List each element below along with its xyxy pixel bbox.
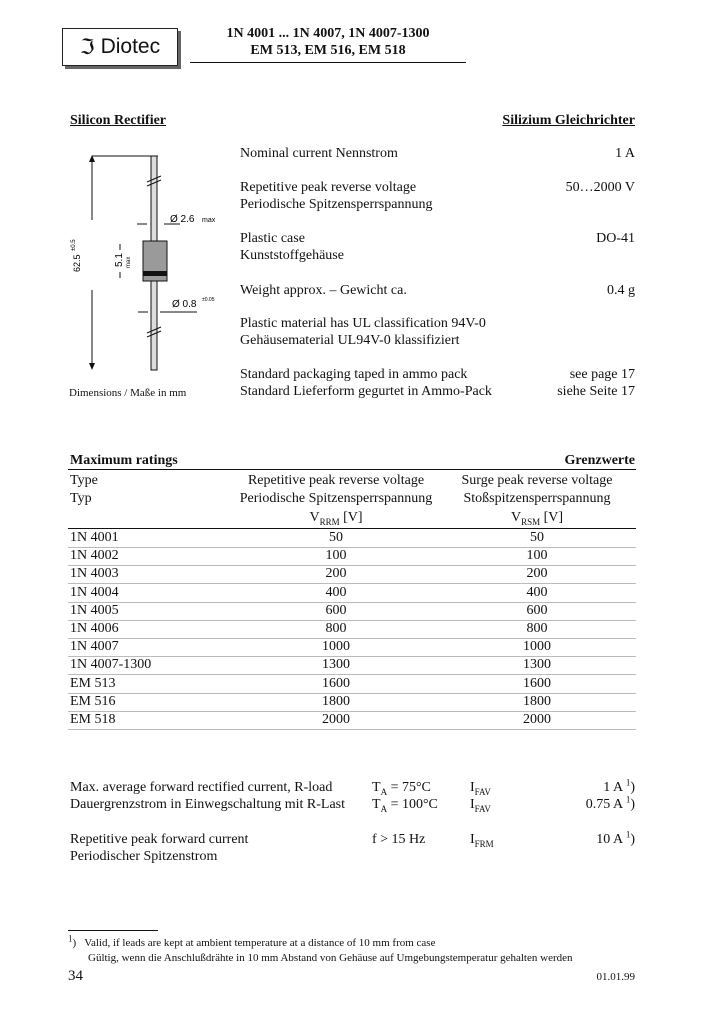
cell-vrrm: 200 [325, 566, 347, 582]
cell-vrrm: 2000 [322, 712, 350, 727]
dim-dia-body-label: Ø 2.6 [170, 214, 195, 225]
cell-vrsm: 200 [526, 566, 548, 582]
dim-dia-lead-tol: ±0.05 [202, 297, 215, 303]
spec-label: Weight approx. – Gewicht ca. [240, 283, 407, 298]
cell-vrsm: 600 [526, 602, 548, 618]
dim-body-sub: max [126, 256, 132, 268]
current-symbol: $I_{FAV}$ [470, 780, 491, 797]
cell-type: EM 518 [70, 712, 116, 727]
title-line-2: EM 513, EM 516, EM 518 [250, 43, 406, 58]
spec-label: Repetitive peak reverse voltage [240, 180, 417, 195]
section-title-en: Silicon Rectifier [70, 113, 167, 128]
cell-type: 1N 4007 [70, 639, 119, 655]
current-label: Max. average forward rectified current, R-load [70, 780, 333, 795]
cell-type: 1N 4005 [70, 602, 119, 618]
current-condition: $T_A = 100^\circ C$ [372, 797, 438, 814]
cell-vrrm: 800 [325, 621, 347, 636]
dim-length-label: 62.5 [72, 254, 82, 272]
page-number: 34 [68, 968, 83, 984]
logo-mark-icon: ℑ [79, 35, 95, 59]
footer-date: 01.01.99 [596, 971, 635, 983]
spec-value: 0.4 g [607, 283, 635, 298]
spec-label-de: Gehäusematerial UL94V-0 klassifiziert [240, 333, 460, 348]
cell-vrrm: 100 [325, 548, 347, 564]
diotec-logo [62, 28, 178, 66]
spec-label: Standard packaging taped in ammo pack [240, 367, 468, 382]
current-label: Dauergrenzstrom in Einwegschaltung mit R-Last [70, 797, 346, 812]
col-header-vrrm: Repetitive peak reverse voltage [247, 473, 425, 488]
spec-label-de: Standard Lieferform gegurtet in Ammo-Pack [240, 384, 492, 399]
title-rule [190, 62, 466, 63]
cell-vrsm: 1600 [523, 675, 551, 691]
dim-length-tol: ±0.5 [71, 239, 77, 251]
current-label: Repetitive peak forward current [70, 832, 249, 847]
dim-dia-lead-label: Ø 0.8 [172, 299, 197, 310]
cell-type: EM 516 [70, 693, 116, 709]
cell-vrrm: 600 [325, 602, 347, 618]
cell-type: 1N 4002 [70, 548, 119, 564]
cell-type: 1N 4007-1300 [70, 657, 152, 673]
dim-dia-body-sub: max [202, 217, 216, 224]
current-value: 0.75 A $^1$) [585, 794, 635, 812]
cell-vrrm: 400 [325, 584, 347, 600]
col-header-vrrm-de: Periodische Spitzensperrspannung [239, 491, 433, 506]
current-value: 10 A $^1$) [596, 829, 635, 847]
spec-label: Plastic material has UL classification 94V-0 [240, 316, 486, 331]
current-value: 1 A $^1$) [603, 777, 635, 795]
logo-text: Diotec [100, 35, 161, 58]
footnote-de: Gültig, wenn die Anschlußdrähte in 10 mm Abstand von Gehäuse auf Umgebungstemperatur gehalten werden [88, 952, 573, 964]
spec-label: Nominal current Nennstrom [240, 146, 398, 161]
cell-vrsm: 800 [526, 621, 548, 636]
cell-vrsm: 50 [530, 530, 544, 545]
col-header-typ: Typ [70, 491, 92, 506]
drawing-caption: Dimensions / Maße in mm [69, 387, 187, 399]
cell-vrrm: 1300 [322, 657, 350, 673]
ratings-top-rule [68, 469, 636, 470]
cell-vrsm: 2000 [523, 712, 551, 727]
spec-label-de: Periodische Spitzensperrspannung [240, 197, 433, 212]
cell-vrsm: 400 [526, 584, 548, 600]
cell-vrsm: 1800 [523, 693, 551, 709]
current-symbol: $I_{FAV}$ [470, 797, 491, 814]
col-header-type: Type [70, 473, 98, 488]
diode-dimension-drawing [60, 140, 230, 385]
cell-type: EM 513 [70, 675, 116, 691]
spec-value: see page 17 [569, 367, 635, 382]
ratings-header-rule [68, 528, 636, 529]
ratings-title: Maximum ratings [70, 453, 178, 468]
spec-label-de: Kunststoffgehäuse [240, 248, 344, 263]
cell-type: 1N 4006 [70, 621, 119, 636]
current-condition: f > 15 Hz [372, 832, 426, 847]
col-header-vrsm-de: Stoßspitzensperrspannung [463, 491, 611, 506]
cell-vrsm: 1000 [523, 639, 551, 655]
spec-value: 50…2000 V [565, 180, 635, 195]
spec-value-de: siehe Seite 17 [557, 384, 635, 399]
cell-vrsm: 1300 [523, 657, 551, 673]
footnote-rule [68, 930, 158, 931]
current-symbol: $I_{FRM}$ [470, 832, 494, 849]
spec-value: DO-41 [596, 231, 635, 246]
col-header-vrsm-symbol: $V_{RSM}$ [V] [510, 510, 564, 527]
title-line-1: 1N 4001 ... 1N 4007, 1N 4007-1300 [226, 26, 430, 41]
cell-vrrm: 50 [329, 530, 343, 545]
dim-body-label: 5.1 [114, 253, 125, 267]
spec-label: Plastic case [240, 231, 305, 246]
current-condition: $T_A = 75^\circ C$ [372, 780, 431, 797]
cell-vrrm: 1600 [322, 675, 350, 691]
col-header-vrsm: Surge peak reverse voltage [461, 473, 613, 488]
cell-type: 1N 4004 [70, 584, 119, 600]
ratings-title-de: Grenzwerte [564, 453, 635, 468]
cell-vrrm: 1000 [322, 639, 350, 655]
section-title-de: Silizium Gleichrichter [502, 113, 635, 128]
cell-vrrm: 1800 [322, 693, 350, 709]
col-header-vrrm-symbol: $V_{RRM}$ [V] [309, 510, 363, 527]
current-label-de: Periodischer Spitzenstrom [70, 849, 218, 864]
footnote-en: $^1$) Valid, if leads are kept at ambient temperature at a distance of 10 mm from case [68, 933, 436, 949]
row-rule [68, 729, 636, 730]
cell-type: 1N 4003 [70, 566, 119, 582]
cell-vrsm: 100 [526, 548, 548, 564]
cell-type: 1N 4001 [70, 530, 119, 545]
spec-value: 1 A [615, 146, 635, 161]
